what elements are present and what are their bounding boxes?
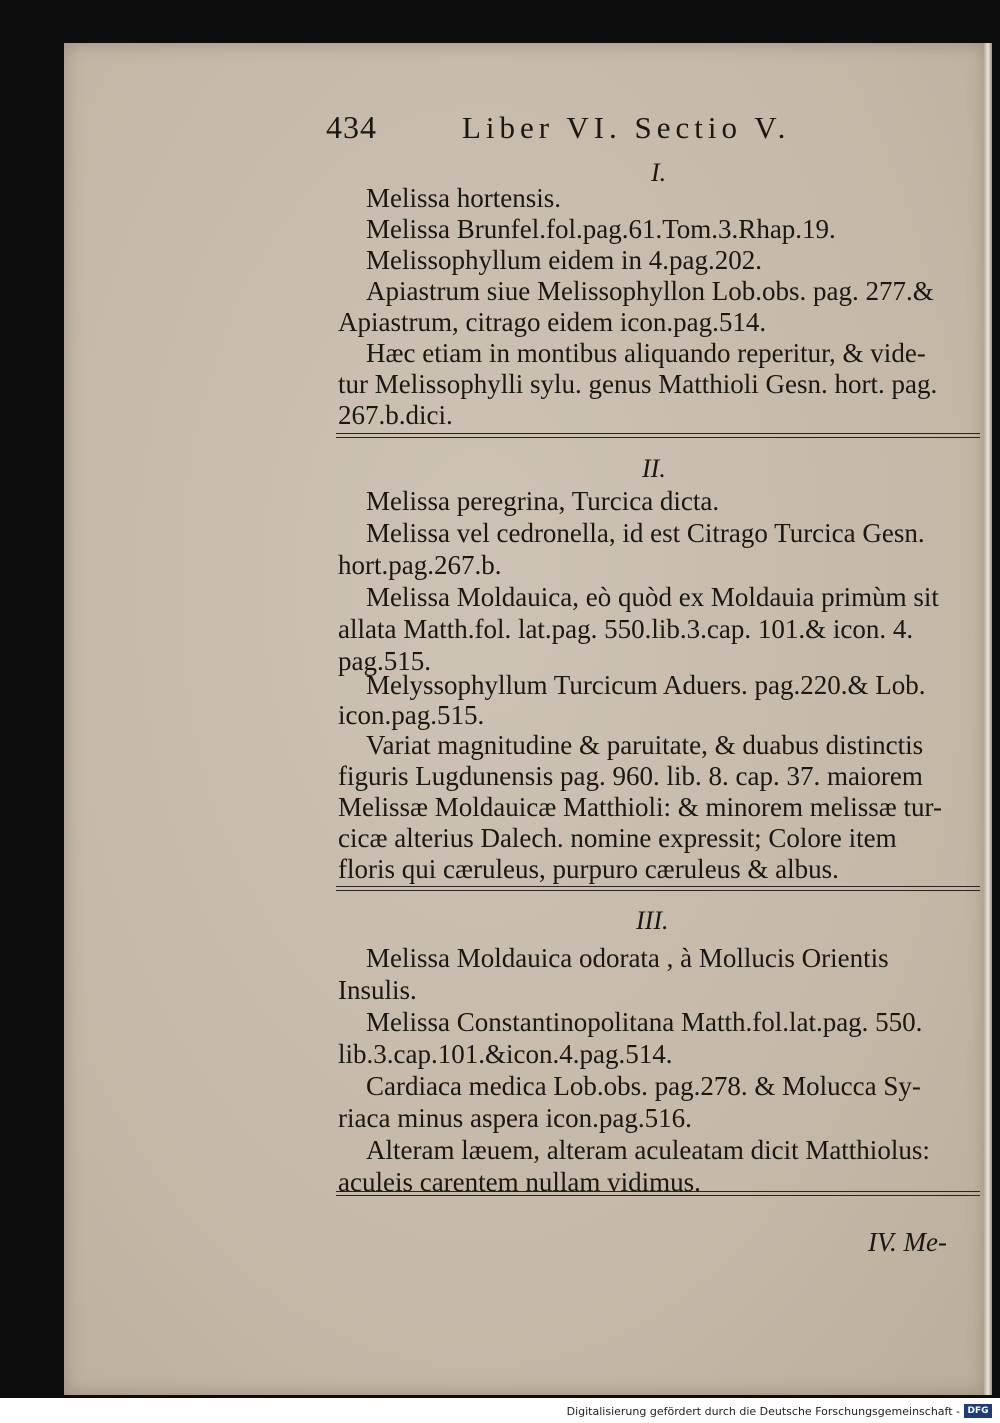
section-divider (336, 886, 980, 891)
section-3-line: aculeis carentem nullam vidimus. (338, 1167, 701, 1197)
section-2-line: allata Matth.fol. lat.pag. 550.lib.3.cap. 101.& icon. 4. (338, 614, 914, 644)
digitization-credit: Digitalisierung gefördert durch die Deutsche Forschungsgemeinschaft - (566, 1405, 960, 1418)
section-numeral-2: II. (642, 454, 666, 483)
section-2-line: Melissa peregrina, Turcica dicta. (366, 486, 720, 516)
section-divider (336, 433, 980, 438)
dfg-logo: DFG (964, 1404, 992, 1418)
section-2-line: Melyssophyllum Turcicum Aduers. pag.220.& Lob. (366, 670, 926, 700)
section-numeral-1: I. (651, 158, 667, 187)
section-2-line: pag.515. (338, 646, 431, 676)
section-1-line: Melissa hortensis. (366, 183, 561, 213)
section-1-line: Melissa Brunfel.fol.pag.61.Tom.3.Rhap.19. (366, 214, 836, 244)
section-3-line: Alteram læuem, alteram aculeatam dicit Matthiolus: (366, 1135, 930, 1165)
section-2-line: hort.pag.267.b. (338, 550, 502, 580)
section-3-line: Cardiaca medica Lob.obs. pag.278. & Molucca Sy- (366, 1071, 921, 1101)
section-3-line: Melissa Moldauica odorata , à Mollucis Orientis (366, 943, 889, 973)
section-1-line: Apiastrum, citrago eidem icon.pag.514. (338, 307, 767, 337)
section-3-line: lib.3.cap.101.&icon.4.pag.514. (338, 1039, 673, 1069)
section-3-line: Insulis. (338, 975, 417, 1005)
section-2-line: floris qui cæruleus, purpuro cæruleus & albus. (338, 854, 839, 884)
section-1-line: 267.b.dici. (338, 400, 453, 430)
section-numeral-3: III. (636, 906, 669, 935)
section-2-line: Melissa Moldauica, eò quòd ex Moldauia primùm sit (366, 582, 939, 612)
catchword: IV. Me- (868, 1227, 947, 1257)
section-3-line: riaca minus aspera icon.pag.516. (338, 1103, 692, 1133)
section-2-line: cicæ alterius Dalech. nomine expressit; Colore item (338, 823, 897, 853)
section-2-line: Melissa vel cedronella, id est Citrago Turcica Gesn. (366, 518, 925, 548)
section-1-line: Hæc etiam in montibus aliquando reperitur, & vide- (366, 338, 926, 368)
section-1-line: Apiastrum siue Melissophyllon Lob.obs. pag. 277.& (366, 276, 934, 306)
section-3-line: Melissa Constantinopolitana Matth.fol.lat.pag. 550. (366, 1007, 923, 1037)
section-2-line: Variat magnitudine & paruitate, & duabus distinctis (366, 730, 924, 760)
page-edge (984, 43, 992, 1395)
section-divider (336, 1191, 980, 1196)
section-1-line: Melissophyllum eidem in 4.pag.202. (366, 245, 762, 275)
section-2-line: icon.pag.515. (338, 700, 485, 730)
running-title: Liber VI. Sectio V. (462, 110, 791, 145)
page-number: 434 (326, 109, 377, 145)
section-2-line: figuris Lugdunensis pag. 960. lib. 8. cap. 37. maiorem (338, 761, 923, 791)
section-1-line: tur Melissophylli sylu. genus Matthioli Gesn. hort. pag. (338, 369, 938, 399)
section-2-line: Melissæ Moldauicæ Matthioli: & minorem melissæ tur- (338, 792, 942, 822)
